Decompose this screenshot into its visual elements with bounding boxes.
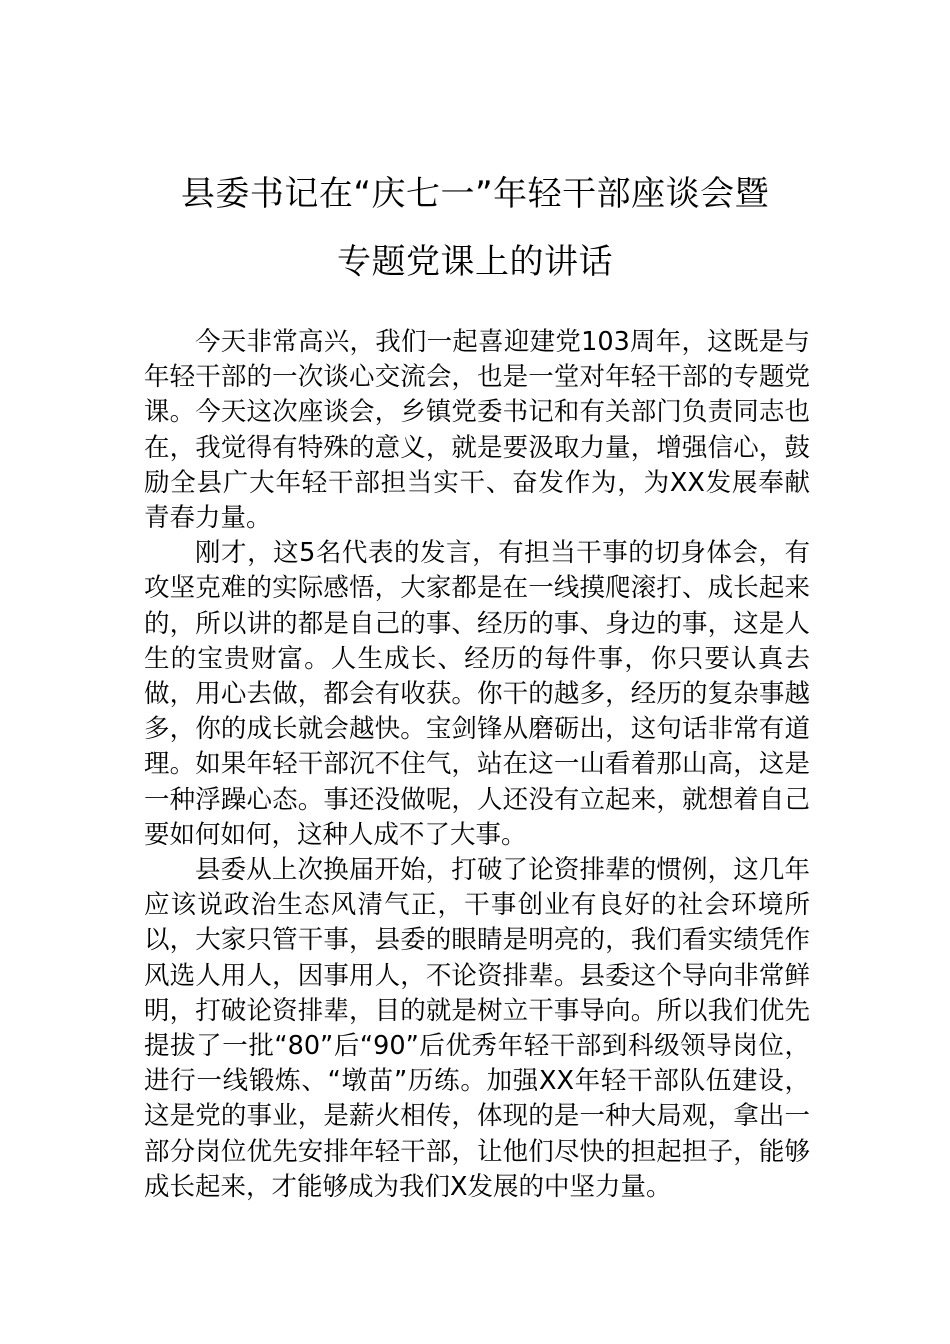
- title-line-1: 县委书记在“庆七一”年轻干部座谈会暨: [180, 174, 770, 214]
- paragraph-3: 县委从上次换届开始，打破了论资排辈的惯例，这几年应该说政治生态风清气正，干事创业有良好的社会环境所以，大家只管干事，县委的眼睛是明亮的，我们看实绩凭作风选人用人，因事用人，不论资排辈。县委这个导向非常鲜明，打破论资排辈，目的就是树立干事导向。所以我们优先提拔了一批“80”后“90”后优秀年轻干部到科级领导岗位，进行一线锻炼、“墩苗”历练。加强XX年轻干部队伍建设，这是党的事业，是薪火相传，体现的是一种大局观，拿出一部分岗位优先安排年轻干部，让他们尽快的担起担子，能够成长起来，才能够成为我们X发展的中坚力量。: [144, 855, 810, 1202]
- paragraph-2: 刚才，这5名代表的发言，有担当干事的切身体会，有攻坚克难的实际感悟，大家都是在一线摸爬滚打、成长起来的，所以讲的都是自己的事、经历的事、身边的事，这是人生的宝贵财富。人生成长、经历的每件事，你只要认真去做，用心去做，都会有收获。你干的越多，经历的复杂事越多，你的成长就会越快。宝剑锋从磨砺出，这句话非常有道理。如果年轻干部沉不住气，站在这一山看着那山高，这是一种浮躁心态。事还没做呢，人还没有立起来，就想着自己要如何如何，这种人成不了大事。: [144, 538, 810, 850]
- document-title: [120, 160, 830, 296]
- paragraph-1: 今天非常高兴，我们一起喜迎建党103周年，这既是与年轻干部的一次谈心交流会，也是一堂对年轻干部的专题党课。今天这次座谈会，乡镇党委书记和有关部门负责同志也在，我觉得有特殊的意义，就是要汲取力量，增强信心，鼓励全县广大年轻干部担当实干、奋发作为，为XX发展奉献青春力量。: [144, 327, 810, 534]
- document-body: [144, 325, 810, 1205]
- title-line-2: 专题党课上的讲话: [337, 242, 613, 282]
